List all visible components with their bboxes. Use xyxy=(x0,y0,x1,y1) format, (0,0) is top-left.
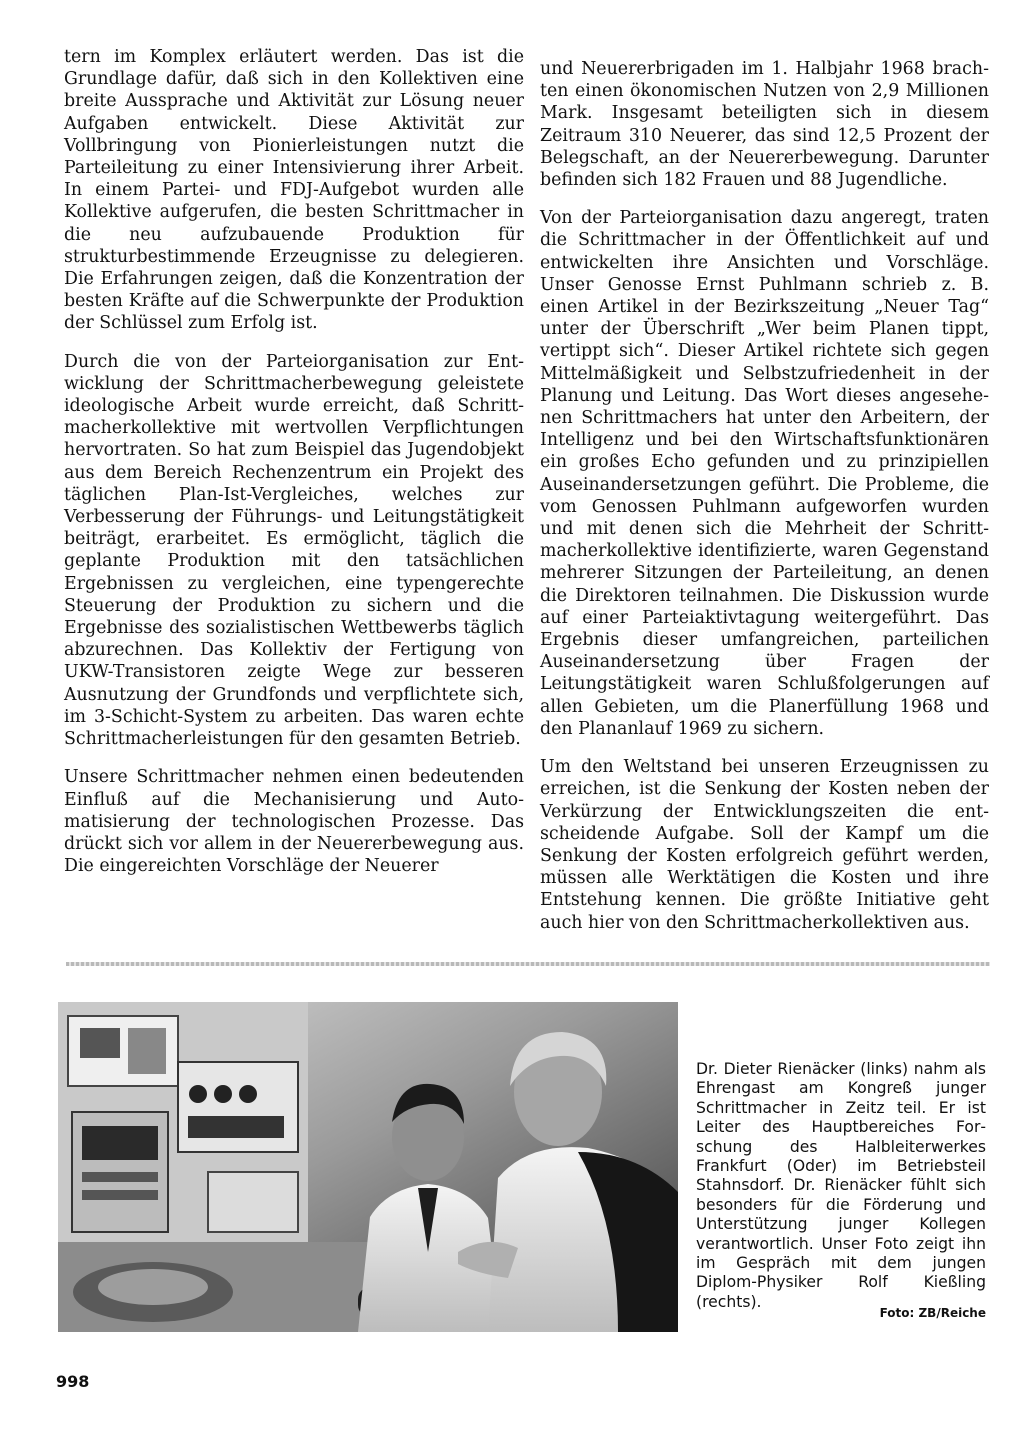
article-right-column xyxy=(540,58,989,950)
caption-text: Dr. Dieter Rienäcker (links) nahm als Ehrengast am Kongreß junger Schrittmacher in Zeitz teil. Er ist Leiter des Hauptbereiches Forschung des Halbleiterwerkes Frankfurt (Oder) im Betriebsteil Stahnsdorf. Dr. Rienäcker fühlt sich besonders für die Förderung und Unterstützung junger Kollegen verantwortlich. Unser Foto zeigt ihn im Gespräch mit dem jungen Diplom-Physiker Rolf Kießling (rechts). xyxy=(696,1060,986,1311)
photo-caption xyxy=(696,1060,986,1312)
paragraph-right-3: Um den Weltstand bei unseren Erzeugnissen zu erreichen, ist die Senkung der Kosten neben der Verkürzung der Entwicklungszeiten die entscheidende Aufgabe. Soll der Kampf um die Senkung der Kosten erfolgreich geführt werden, müssen alle Werktätigen die Kosten und ihre Entstehung kennen. Die größte Initiative geht auch hier von den Schrittmacherkollektiven aus. xyxy=(540,757,989,933)
page-number: 998 xyxy=(56,1372,90,1391)
paragraph-left-1: tern im Komplex erläutert werden. Das ist die Grundlage dafür, daß sich in den Kollektiven eine breite Aussprache und Aktivität zur Lösung neuer Aufgaben entwickelt. Diese Aktivität zur Vollbringung von Pionierleistungen nutzt die Parteileitung zu einer Intensivierung ihrer Arbeit. In einem Partei- und FDJ-Aufgebot wurden alle Kollektive aufgerufen, die besten Schrittmacher in die neu aufzubauende Produktion für strukturbestimmende Erzeugnisse zu delegieren. Die Erfahrungen zeigen, daß die Konzentration der besten Kräfte auf die Schwerpunkte der Produktion der Schlüssel zum Erfolg ist. xyxy=(64,47,524,334)
paragraph-left-2: Durch die von der Parteiorganisation zur Entwicklung der Schrittmacherbewegung geleistete ideologische Arbeit wurde erreicht, daß Schrittmacherkollektive mit wertvollen Verpflichtungen hervortraten. So hat zum Beispiel das Jugendobjekt aus dem Bereich Rechenzentrum ein Projekt des täglichen Plan-Ist-Vergleiches, welches zur Verbesserung der Führungs- und Leitungstätigkeit beiträgt, erarbeitet. Es ermöglicht, täglich die geplante Produktion mit den tatsächlichen Ergebnissen zu vergleichen, eine typengerechte Steuerung der Produktion zu sichern und die Ergebnisse des sozialistischen Wettbewerbs täglich abzurechnen. Das Kollektiv der Fertigung von UKW-Transistoren zeigte Wege zur besseren Ausnutzung der Grundfonds und verpflichtete sich, im 3-Schicht-System zu arbeiten. Das waren echte Schrittmacherleistungen für den gesamten Betrieb. xyxy=(64,351,524,750)
paragraph-left-3: Unsere Schrittmacher nehmen einen bedeutenden Einfluß auf die Mechanisierung und Automatisierung der technologischen Prozesse. Das drückt sich vor allem in der Neuererbewegung aus. Die eingereichten Vorschläge der Neuerer xyxy=(64,767,524,877)
paragraph-right-2: Von der Parteiorganisation dazu angeregt, traten die Schrittmacher in der Öffentlichkeit auf und entwickelten ihre Ansichten und Vorschläge. Unser Genosse Ernst Puhlmann schrieb z. B. einen Artikel in der Bezirkszeitung „Neuer Tag“ unter der Überschrift „Wer beim Planen tippt, vertippt sich“. Dieser Artikel richtete sich gegen Mittelmäßigkeit und Selbstzufriedenheit in der Planung und Leitung. Das Wort dieses angesehenen Schrittmachers hat unter den Arbeitern, der Intelligenz und bei den Wirtschaftsfunktionären ein großes Echo gefunden und zu prinzipiellen Auseinandersetzungen geführt. Die Probleme, die vom Genossen Puhlmann aufgeworfen wurden und mit denen sich die Mehrheit der Schrittmacherkollektive identifizierte, waren Gegenstand mehrerer Sitzungen der Parteileitung, an denen die Direktoren teilnahmen. Die Diskussion wurde auf einer Parteiaktivtagung weitergeführt. Das Ergebnis dieser umfangreichen, parteilichen Auseinandersetzung über Fragen der Leitungstätigkeit waren Schlußfolgerungen auf allen Gebieten, um die Planerfüllung 1968 und den Plananlauf 1969 zu sichern. xyxy=(540,208,989,739)
paragraph-right-1: und Neuererbrigaden im 1. Halbjahr 1968 brachten einen ökonomischen Nutzen von 2,9 Millionen Mark. Insgesamt beteiligten sich in diesem Zeitraum 310 Neuerer, das sind 12,5 Prozent der Belegschaft, an der Neuererbewegung. Darunter befinden sich 182 Frauen und 88 Jugendliche. xyxy=(540,59,989,191)
photo-illustration xyxy=(58,1002,678,1332)
article-left-column xyxy=(64,46,524,893)
photo-scientists-in-lab xyxy=(58,1002,678,1332)
section-divider xyxy=(66,962,990,966)
photo-credit: Foto: ZB/Reiche xyxy=(879,1306,986,1320)
